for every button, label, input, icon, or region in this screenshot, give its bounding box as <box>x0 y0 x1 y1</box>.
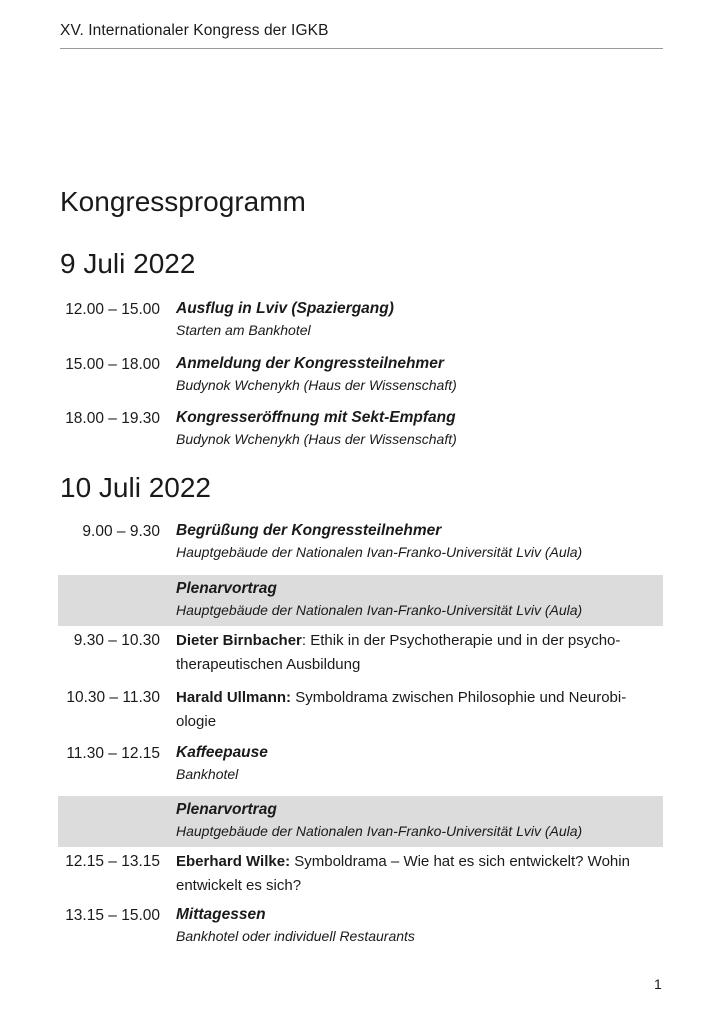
program-entry-talk <box>58 847 663 904</box>
entry-time: 15.00 – 18.00 <box>65 356 160 373</box>
program-day-2 <box>58 520 663 959</box>
running-header <box>60 22 663 49</box>
talk-title-line-2: therapeutischen Ausbildung <box>176 656 361 673</box>
speaker-separator: : <box>301 632 311 649</box>
entry-time: 12.15 – 13.15 <box>65 853 160 870</box>
entry-time: 9.00 – 9.30 <box>82 523 160 540</box>
talk-title-line-1: Ethik in der Psychotherapie und in der psycho- <box>310 632 621 649</box>
entry-time: 9.30 – 10.30 <box>73 632 160 649</box>
page-number: 1 <box>654 976 662 992</box>
program-entry-plenary <box>58 575 663 626</box>
entry-time <box>58 578 160 579</box>
speaker-name: Eberhard Wilke: <box>176 853 291 870</box>
entry-title: Kongresseröffnung mit Sekt-Empfang <box>176 409 456 426</box>
program-entry-plenary <box>58 796 663 847</box>
program-entry <box>58 353 663 407</box>
talk-title-line-2: ologie <box>176 713 217 730</box>
program-entry <box>58 298 663 353</box>
day-heading-1: 9 Juli 2022 <box>60 248 196 279</box>
entry-location: Hauptgebäude der Nationalen Ivan-Franko-Universität Lviv (Aula) <box>176 602 583 618</box>
entry-location: Starten am Bankhotel <box>176 322 311 338</box>
entry-time: 11.30 – 12.15 <box>66 745 160 762</box>
entry-title: Mittagessen <box>176 906 266 923</box>
entry-location: Hauptgebäude der Nationalen Ivan-Franko-Universität Lviv (Aula) <box>176 823 583 839</box>
entry-location: Hauptgebäude der Nationalen Ivan-Franko-Universität Lviv (Aula) <box>176 544 583 560</box>
entry-location: Bankhotel <box>176 766 239 782</box>
speaker-name: Harald Ullmann: <box>176 689 292 706</box>
entry-title: Begrüßung der Kongressteilnehmer <box>176 522 442 539</box>
talk-title-line-1: Symboldrama zwischen Philosophie und Neurobi- <box>295 689 627 706</box>
program-entry <box>58 742 663 796</box>
speaker-name: Dieter Birnbacher <box>176 632 302 649</box>
entry-time: 12.00 – 15.00 <box>65 301 160 318</box>
entry-title: Anmeldung der Kongressteilnehmer <box>176 355 444 372</box>
entry-title: Plenarvortrag <box>176 801 277 818</box>
program-day-1 <box>58 298 663 461</box>
entry-location: Bankhotel oder individuell Restaurants <box>176 928 415 944</box>
program-entry <box>58 520 663 575</box>
talk-title-line-2: entwickelt es sich? <box>176 877 302 894</box>
page-title: Kongressprogramm <box>60 186 306 217</box>
entry-time <box>58 799 160 800</box>
program-entry-talk <box>58 686 663 742</box>
entry-location: Budynok Wchenykh (Haus der Wissenschaft) <box>176 377 457 393</box>
entry-title: Plenarvortrag <box>176 580 277 597</box>
program-entry-talk <box>58 626 663 686</box>
entry-time: 10.30 – 11.30 <box>66 689 160 706</box>
header-title: XV. Internationaler Kongress der IGKB <box>60 22 329 39</box>
entry-location: Budynok Wchenykh (Haus der Wissenschaft) <box>176 431 457 447</box>
entry-time: 13.15 – 15.00 <box>65 907 160 924</box>
entry-title: Kaffeepause <box>176 744 268 761</box>
entry-title: Ausflug in Lviv (Spaziergang) <box>176 300 394 317</box>
talk-title-line-1: Symboldrama – Wie hat es sich entwickelt? Wohin <box>294 853 630 870</box>
program-entry <box>58 904 663 959</box>
program-entry <box>58 407 663 461</box>
entry-time: 18.00 – 19.30 <box>65 410 160 427</box>
day-heading-2: 10 Juli 2022 <box>60 472 212 503</box>
